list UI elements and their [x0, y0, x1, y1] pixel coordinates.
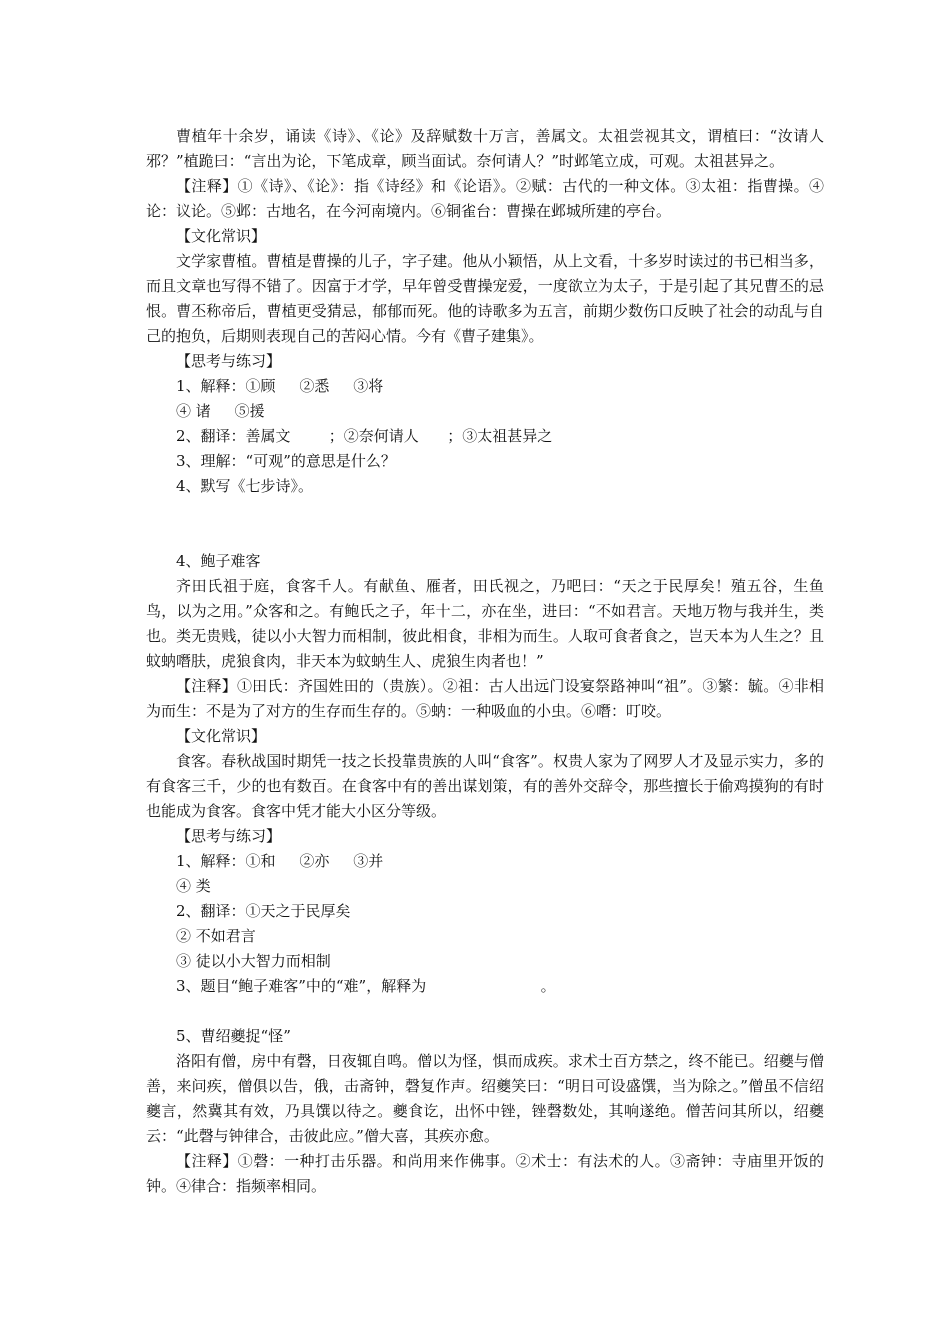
section-title-caoshaokui: 5、曹绍夔捉“怪”: [176, 1027, 291, 1045]
exercise-heading-baozi: 【思考与练习】: [176, 827, 282, 845]
exercise-item: ② 不如君言: [176, 927, 256, 945]
exercise-item: 2、翻译：①天之于民厚矣: [176, 902, 351, 920]
exercise-item: 1、解释：①和 ②亦 ③并: [176, 852, 384, 870]
passage-caozhi: 曹植年十余岁，诵读《诗》、《论》及辞赋数十万言，善属文。太祖尝视其文，谓植曰：“汝请人邪？”植跪曰：“言出为论，下笔成章，顾当面试。奈何请人？”时邺笔立成，可观。太祖甚异之。: [146, 127, 824, 170]
passage-baozi: 齐田氏祖于庭，食客千人。有献鱼、雁者，田氏视之，乃吧曰：“天之于民厚矣！殖五谷，生鱼鸟，以为之用。”众客和之。有鲍氏之子，年十二，亦在坐，进曰：“不如君言。天地万物与我并生，类也。类无贵贱，徒以小大智力而相制，彼此相食，非相为而生。人取可食者食之，岂天本为人生之？且蚊蚋噆肤，虎狼食肉，非天本为蚊蚋生人、虎狼生肉者也！”: [146, 577, 824, 670]
culture-heading-caozhi: 【文化常识】: [176, 227, 267, 245]
exercise-item: 3、题目“鲍子难客”中的“难”，解释为 。: [176, 977, 556, 995]
exercise-item: ③ 徒以小大智力而相制: [176, 952, 331, 970]
culture-text-baozi: 食客。春秋战国时期凭一技之长投靠贵族的人叫“食客”。权贵人家为了网罗人才及显示实力，多的有食客三千，少的也有数百。在食客中有的善出谋划策，有的善外交辞令，那些擅长于偷鸡摸狗的有时也能成为食客。食客中凭才能大小区分等级。: [146, 752, 824, 820]
exercise-item: 3、理解：“可观”的意思是什么？: [176, 452, 396, 470]
exercise-item: 4、默写《七步诗》。: [176, 477, 314, 495]
exercise-item: ④ 类: [176, 877, 211, 895]
culture-text-caozhi: 文学家曹植。曹植是曹操的儿子，字子建。他从小颖悟，从上文看，十多岁时读过的书已相当多，而且文章也写得不错了。因富于才学，早年曾受曹操宠爱，一度欲立为太子，于是引起了其兄曹丕的忌恨。曹丕称帝后，曹植更受猜忌，郁郁而死。他的诗歌多为五言，前期少数伤口反映了社会的动乱与自己的抱负，后期则表现自己的苦闷心情。今有《曹子建集》。: [146, 252, 824, 345]
culture-heading-baozi: 【文化常识】: [176, 727, 267, 745]
notes-baozi: 【注释】①田氏：齐国姓田的（贵族）。②祖：古人出远门设宴祭路神叫“祖”。③繁：毓。④非相为而生：不是为了对方的生存而生存的。⑤蚋：一种吸血的小虫。⑥噆：叮咬。: [146, 677, 824, 720]
notes-caoshaokui: 【注释】①磬：一种打击乐器。和尚用来作佛事。②术士：有法术的人。③斋钟：寺庙里开饭的钟。④律合：指频率相同。: [146, 1152, 824, 1195]
document-body: [146, 124, 824, 1199]
exercise-item: 1、解释：①顾 ②悉 ③将: [176, 377, 384, 395]
passage-caoshaokui: 洛阳有僧，房中有磬，日夜辄自鸣。僧以为怪，惧而成疾。求术士百方禁之，终不能已。绍夔与僧善，来问疾，僧俱以告，俄，击斋钟，磬复作声。绍夔笑曰：“明日可设盛馔，当为除之。”僧虽不信绍夔言，然冀其有效，乃具馔以待之。夔食讫，出怀中锉，锉磬数处，其响遂绝。僧苦问其所以，绍夔云：“此磬与钟律合，击彼此应。”僧大喜，其疾亦愈。: [146, 1052, 824, 1145]
section-spacer: [146, 499, 824, 549]
exercise-item: 2、翻译：善属文 ；②奈何请人 ；③太祖甚异之: [176, 427, 553, 445]
exercise-item: ④ 诸 ⑤援: [176, 402, 265, 420]
section-spacer: [146, 999, 824, 1024]
exercise-heading-caozhi: 【思考与练习】: [176, 352, 282, 370]
section-title-baozi: 4、鲍子难客: [176, 552, 261, 570]
notes-caozhi: 【注释】①《诗》、《论》：指《诗经》和《论语》。②赋：古代的一种文体。③太祖：指曹操。④论：议论。⑤邺：古地名，在今河南境内。⑥铜雀台：曹操在邺城所建的亭台。: [146, 177, 824, 220]
